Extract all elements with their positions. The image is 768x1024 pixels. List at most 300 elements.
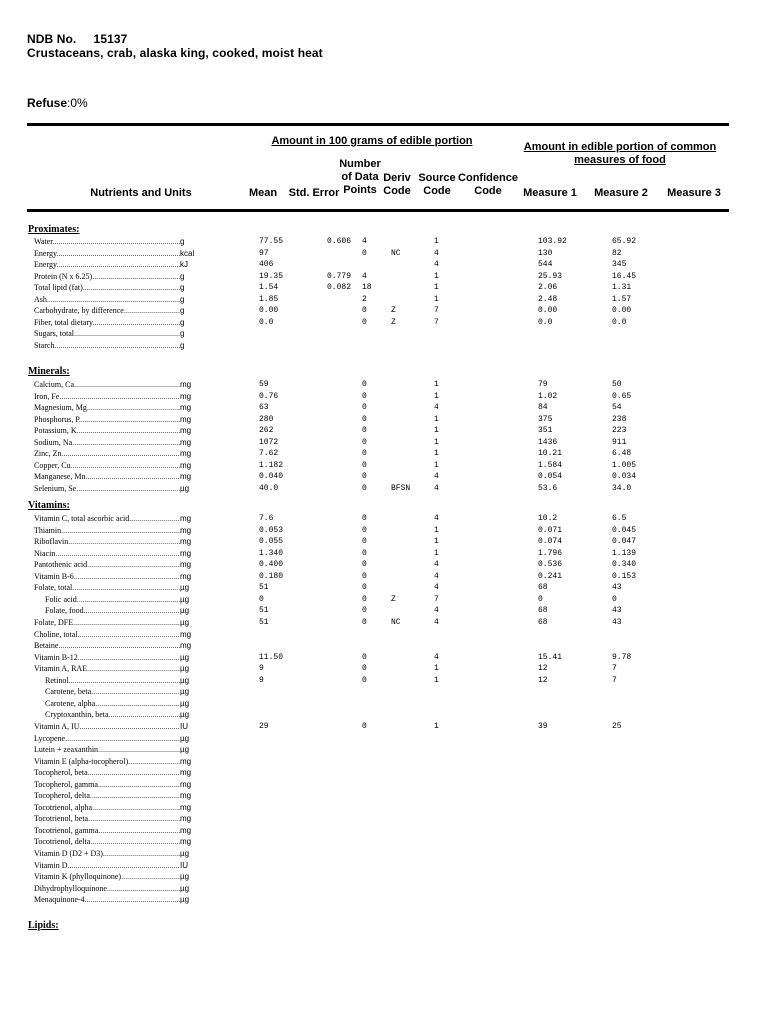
mean-value: 1.182	[259, 460, 284, 470]
table-row	[0, 425, 768, 436]
ndb-number: 15137	[93, 32, 128, 46]
nutrient-name: Retinol .....	[45, 675, 180, 686]
source-code-value: 7	[434, 317, 439, 327]
deriv-code-value: Z	[391, 306, 396, 316]
data-points-value: 0	[362, 317, 367, 327]
data-points-value: 0	[362, 594, 367, 604]
food-name: Crustaceans, crab, alaska king, cooked, moist heat	[27, 46, 323, 60]
table-row	[0, 525, 768, 536]
nutrient-unit: mg	[180, 641, 192, 650]
mean-value: 63	[259, 403, 269, 413]
measure-1-value: 1.02	[538, 391, 558, 401]
measure-1-value: 0.00	[538, 306, 558, 316]
measure-1-value: 53.6	[538, 483, 558, 493]
data-points-value: 0	[362, 675, 367, 685]
source-code-value: 1	[434, 721, 439, 731]
nutrient-name: Tocopherol, gamma .....	[34, 779, 180, 790]
measure-1-value: 2.48	[538, 294, 558, 304]
table-row	[0, 675, 768, 686]
data-points-value: 0	[362, 618, 367, 627]
nutrient-unit: mg	[180, 756, 192, 766]
table-row	[0, 698, 768, 709]
measure-1-value: 0.536	[538, 560, 563, 570]
measure-2-value: 0.047	[612, 537, 637, 547]
mean-value: 1072	[259, 437, 279, 447]
table-row	[0, 582, 768, 593]
measure-2-value: 54	[612, 403, 622, 413]
measure-1-value: 0	[538, 594, 543, 604]
col-nutrients: Nutrients and Units	[90, 187, 192, 199]
table-row	[0, 779, 768, 790]
nutrient-unit: mg	[180, 548, 192, 558]
source-code-value: 1	[434, 548, 439, 558]
nutrient-name: Choline, total .....	[34, 629, 180, 640]
section-minerals: Minerals:	[28, 366, 70, 377]
data-points-value: 2	[362, 294, 367, 304]
measure-1-value: 544	[538, 260, 553, 270]
refuse-line	[27, 96, 88, 110]
nutrient-unit: mg	[180, 768, 192, 778]
measure-1-value: 84	[538, 403, 548, 413]
table-row	[0, 317, 768, 328]
source-code-value: 4	[434, 514, 439, 523]
mean-value: 40.0	[259, 483, 279, 493]
refuse-label: Refuse	[27, 96, 68, 110]
measure-2-value: 34.0	[612, 483, 632, 493]
col-std-error: Std. Error	[288, 187, 340, 199]
measure-2-value: 50	[612, 380, 622, 389]
nutrient-name: Vitamin E (alpha-tocopherol) .....	[34, 756, 180, 767]
table-row	[0, 883, 768, 894]
table-row	[0, 733, 768, 744]
table-row	[0, 236, 768, 247]
nutrient-name: Folic acid .....	[45, 594, 180, 605]
nutrient-unit: mg	[180, 825, 192, 835]
table-row	[0, 894, 768, 905]
nutrient-name: Vitamin B-12 .....	[34, 652, 180, 663]
data-points-value: 0	[362, 472, 367, 482]
section-lipids: Lipids:	[28, 920, 59, 931]
table-row	[0, 871, 768, 882]
measure-2-value: 0.034	[612, 472, 637, 482]
nutrient-name: Menaquinone-4 .....	[34, 894, 180, 905]
nutrient-name: Vitamin K (phylloquinone) .....	[34, 871, 180, 882]
nutrient-name: Tocotrienol, alpha .....	[34, 802, 180, 813]
nutrient-name: Manganese, Mn .....	[34, 471, 180, 482]
measure-2-value: 6.48	[612, 449, 632, 459]
source-code-value: 1	[434, 237, 439, 246]
nutrient-name: Protein (N x 6.25) .....	[34, 271, 180, 282]
table-row	[0, 848, 768, 859]
mean-value: 51	[259, 583, 269, 593]
data-points-value: 0	[362, 391, 367, 401]
nutrient-name: Pantothenic acid .....	[34, 559, 180, 570]
header-rule	[27, 209, 729, 212]
table-row	[0, 471, 768, 482]
measure-1-value: 68	[538, 583, 548, 593]
data-points-value: 0	[362, 414, 367, 424]
nutrient-unit: µg	[180, 883, 190, 893]
mean-value: 7.6	[259, 514, 274, 523]
ndb-line	[27, 32, 127, 46]
source-code-value: 4	[434, 472, 439, 482]
nutrient-unit: mg	[180, 571, 192, 581]
measure-2-value: 0.00	[612, 306, 632, 316]
table-row	[0, 259, 768, 270]
source-code-value: 4	[434, 560, 439, 570]
nutrient-unit: mg	[180, 449, 192, 459]
data-points-value: 0	[362, 606, 367, 616]
deriv-code-value: Z	[391, 317, 396, 327]
mean-value: 0.400	[259, 560, 284, 570]
source-code-value: 1	[434, 449, 439, 459]
nutrient-unit: µg	[180, 618, 190, 627]
data-points-value: 0	[362, 548, 367, 558]
col-source-code: Source Code	[418, 172, 456, 197]
measure-1-value: 79	[538, 380, 548, 389]
measure-2-value: 16.45	[612, 271, 637, 281]
data-points-value: 0	[362, 664, 367, 674]
nutrient-name: Tocopherol, beta .....	[34, 767, 180, 778]
data-points-value: 0	[362, 248, 367, 258]
data-points-value: 0	[362, 721, 367, 731]
table-row	[0, 483, 768, 494]
measure-2-value: 0.65	[612, 391, 632, 401]
table-row	[0, 652, 768, 663]
col-measure-2: Measure 2	[594, 187, 648, 199]
nutrient-unit: mg	[180, 560, 192, 570]
mean-value: 0.00	[259, 306, 279, 316]
source-code-value: 1	[434, 391, 439, 401]
data-points-value: 0	[362, 537, 367, 547]
mean-value: 51	[259, 618, 269, 627]
measure-1-value: 68	[538, 606, 548, 616]
nutrient-name: Lycopene .....	[34, 733, 180, 744]
ndb-label: NDB No.	[27, 32, 77, 46]
data-points-value: 4	[362, 237, 367, 246]
nutrient-unit: µg	[180, 583, 190, 593]
measure-2-value: 223	[612, 426, 627, 436]
table-row	[0, 294, 768, 305]
nutrient-name: Vitamin D .....	[34, 860, 180, 871]
nutrient-unit: µg	[180, 698, 190, 708]
nutrient-unit: g	[180, 340, 185, 350]
data-points-value: 0	[362, 560, 367, 570]
refuse-value: :0%	[67, 96, 88, 110]
table-row	[0, 460, 768, 471]
nutrient-name: Selenium, Se .....	[34, 483, 180, 494]
table-row	[0, 414, 768, 425]
source-code-value: 7	[434, 306, 439, 316]
mean-value: 0.053	[259, 525, 284, 535]
mean-value: 0.040	[259, 472, 284, 482]
nutrient-unit: g	[180, 237, 185, 246]
table-row	[0, 437, 768, 448]
source-code-value: 1	[434, 460, 439, 470]
source-code-value: 7	[434, 594, 439, 604]
nutrient-name: Folate, total .....	[34, 582, 180, 593]
group-header-measures: Amount in edible portion of common measures of food	[523, 141, 717, 166]
source-code-value: 1	[434, 426, 439, 436]
nutrient-unit: kJ	[180, 260, 188, 270]
nutrient-unit: g	[180, 283, 185, 293]
nutrient-unit: µg	[180, 710, 190, 720]
table-row	[0, 825, 768, 836]
measure-2-value: 0.340	[612, 560, 637, 570]
nutrient-name: Sodium, Na .....	[34, 437, 180, 448]
measure-1-value: 351	[538, 426, 553, 436]
measure-1-value: 10.2	[538, 514, 558, 523]
data-points-value: 0	[362, 437, 367, 447]
deriv-code-value: NC	[391, 618, 401, 627]
mean-value: 9	[259, 675, 264, 685]
nutrient-unit: g	[180, 329, 185, 339]
nutrient-name: Carotene, alpha .....	[45, 698, 180, 709]
nutrient-name: Dihydrophylloquinone .....	[34, 883, 180, 894]
table-row	[0, 379, 768, 390]
section-vitamins: Vitamins:	[28, 500, 70, 511]
table-row	[0, 836, 768, 847]
nutrient-unit: mg	[180, 426, 192, 436]
deriv-code-value: Z	[391, 594, 396, 604]
table-row	[0, 629, 768, 640]
measure-2-value: 0.153	[612, 571, 637, 581]
nutrient-name: Vitamin B-6 .....	[34, 571, 180, 582]
measure-2-value: 238	[612, 414, 627, 424]
nutrient-unit: mg	[180, 814, 192, 824]
section-proximates: Proximates:	[28, 224, 80, 235]
nutrient-unit: IU	[180, 860, 188, 870]
deriv-code-value: NC	[391, 248, 401, 258]
table-row	[0, 548, 768, 559]
measure-2-value: 43	[612, 606, 622, 616]
nutrient-unit: g	[180, 271, 185, 281]
nutrient-unit: mg	[180, 437, 192, 447]
data-points-value: 0	[362, 514, 367, 523]
data-points-value: 0	[362, 449, 367, 459]
mean-value: 1.54	[259, 283, 279, 293]
nutrient-unit: mg	[180, 472, 192, 482]
measure-1-value: 0.0	[538, 317, 553, 327]
nutrient-name: Tocopherol, delta .....	[34, 790, 180, 801]
col-confidence-code: Confidence Code	[458, 172, 518, 197]
nutrient-name: Ash .....	[34, 294, 180, 305]
source-code-value: 1	[434, 271, 439, 281]
source-code-value: 4	[434, 571, 439, 581]
source-code-value: 4	[434, 606, 439, 616]
nutrient-unit: µg	[180, 652, 190, 662]
measure-1-value: 39	[538, 721, 548, 731]
table-row	[0, 536, 768, 547]
data-points-value: 0	[362, 525, 367, 535]
measure-2-value: 1.139	[612, 548, 637, 558]
measure-1-value: 0.054	[538, 472, 563, 482]
table-row	[0, 744, 768, 755]
source-code-value: 4	[434, 618, 439, 627]
top-rule	[27, 123, 729, 126]
nutrient-unit: µg	[180, 664, 190, 674]
table-row	[0, 709, 768, 720]
nutrient-name: Riboflavin .....	[34, 536, 180, 547]
nutrient-unit: g	[180, 306, 185, 316]
table-row	[0, 663, 768, 674]
nutrient-name: Carbohydrate, by difference .....	[34, 305, 180, 316]
mean-value: 19.35	[259, 271, 284, 281]
table-row	[0, 721, 768, 732]
data-points-value: 0	[362, 483, 367, 493]
mean-value: 7.62	[259, 449, 279, 459]
table-row	[0, 571, 768, 582]
nutrient-name: Calcium, Ca .....	[34, 379, 180, 390]
table-row	[0, 340, 768, 351]
measure-2-value: 0.045	[612, 525, 637, 535]
measure-2-value: 82	[612, 248, 622, 258]
mean-value: 406	[259, 260, 274, 270]
data-points-value: 0	[362, 571, 367, 581]
nutrient-name: Tocotrienol, gamma .....	[34, 825, 180, 836]
std-error-value: 0.779	[327, 271, 352, 281]
col-mean: Mean	[248, 187, 278, 199]
measure-2-value: 1.57	[612, 294, 632, 304]
measure-1-value: 1436	[538, 437, 558, 447]
nutrient-name: Tocotrienol, beta .....	[34, 813, 180, 824]
nutrient-unit: µg	[180, 687, 190, 697]
nutrient-name: Total lipid (fat) .....	[34, 282, 180, 293]
measure-2-value: 9.78	[612, 652, 632, 662]
nutrient-unit: mg	[180, 629, 192, 639]
table-row	[0, 686, 768, 697]
source-code-value: 1	[434, 675, 439, 685]
measure-2-value: 25	[612, 721, 622, 731]
std-error-value: 0.606	[327, 237, 352, 246]
mean-value: 0	[259, 594, 264, 604]
mean-value: 262	[259, 426, 274, 436]
source-code-value: 4	[434, 583, 439, 593]
mean-value: 59	[259, 380, 269, 389]
nutrient-name: Niacin .....	[34, 548, 180, 559]
source-code-value: 1	[434, 283, 439, 293]
mean-value: 1.340	[259, 548, 284, 558]
measure-2-value: 0.0	[612, 317, 627, 327]
table-row	[0, 594, 768, 605]
data-points-value: 4	[362, 271, 367, 281]
mean-value: 0.0	[259, 317, 274, 327]
measure-2-value: 1.31	[612, 283, 632, 293]
source-code-value: 4	[434, 248, 439, 258]
nutrient-unit: mg	[180, 514, 192, 523]
measure-1-value: 1.584	[538, 460, 563, 470]
measure-1-value: 2.06	[538, 283, 558, 293]
table-row	[0, 305, 768, 316]
nutrient-name: Carotene, beta .....	[45, 686, 180, 697]
measure-1-value: 0.074	[538, 537, 563, 547]
data-points-value: 18	[362, 283, 372, 293]
nutrient-unit: mg	[180, 460, 192, 470]
measure-1-value: 103.92	[538, 237, 567, 246]
source-code-value: 1	[434, 294, 439, 304]
table-row	[0, 813, 768, 824]
measure-2-value: 0	[612, 594, 617, 604]
measure-1-value: 12	[538, 675, 548, 685]
nutrient-unit: mg	[180, 802, 192, 812]
source-code-value: 1	[434, 437, 439, 447]
std-error-value: 0.082	[327, 283, 352, 293]
nutrient-name: Folate, DFE .....	[34, 617, 180, 628]
table-row	[0, 559, 768, 570]
measure-1-value: 1.796	[538, 548, 563, 558]
data-points-value: 0	[362, 460, 367, 470]
source-code-value: 4	[434, 483, 439, 493]
nutrient-name: Sugars, total .....	[34, 328, 180, 339]
table-row	[0, 328, 768, 339]
nutrient-name: Folate, food .....	[45, 605, 180, 616]
col-deriv-code: Deriv Code	[383, 172, 411, 197]
table-row	[0, 513, 768, 524]
nutrient-name: Vitamin A, RAE .....	[34, 663, 180, 674]
nutrient-unit: g	[180, 294, 185, 304]
measure-2-value: 911	[612, 437, 627, 447]
table-row	[0, 605, 768, 616]
nutrient-unit: µg	[180, 745, 190, 754]
table-row	[0, 271, 768, 282]
data-points-value: 0	[362, 426, 367, 436]
nutrient-name: Cryptoxanthin, beta .....	[45, 709, 180, 720]
nutrient-unit: µg	[180, 606, 190, 616]
nutrient-unit: µg	[180, 733, 190, 743]
table-row	[0, 802, 768, 813]
mean-value: 29	[259, 721, 269, 731]
table-row	[0, 617, 768, 628]
nutrient-name: Energy .....	[34, 259, 180, 270]
table-row	[0, 248, 768, 259]
table-row	[0, 790, 768, 801]
nutrient-unit: mg	[180, 403, 192, 413]
nutrient-unit: mg	[180, 525, 192, 535]
nutrient-name: Vitamin A, IU .....	[34, 721, 180, 732]
nutrient-unit: mg	[180, 414, 192, 424]
nutrient-unit: mg	[180, 837, 192, 847]
mean-value: 0.180	[259, 571, 284, 581]
source-code-value: 4	[434, 403, 439, 413]
mean-value: 280	[259, 414, 274, 424]
nutrient-name: Vitamin D (D2 + D3) .....	[34, 848, 180, 859]
table-row	[0, 860, 768, 871]
nutrient-name: Energy .....	[34, 248, 180, 259]
source-code-value: 1	[434, 380, 439, 389]
nutrient-unit: µg	[180, 872, 190, 881]
table-row	[0, 391, 768, 402]
nutrient-unit: mg	[180, 791, 192, 801]
measure-1-value: 15.41	[538, 652, 563, 662]
measure-2-value: 43	[612, 618, 622, 627]
nutrient-unit: mg	[180, 391, 192, 401]
table-row	[0, 448, 768, 459]
deriv-code-value: BFSN	[391, 483, 411, 493]
data-points-value: 0	[362, 652, 367, 662]
table-row	[0, 640, 768, 651]
nutrient-name: Copper, Cu .....	[34, 460, 180, 471]
mean-value: 11.50	[259, 652, 284, 662]
measure-1-value: 0.241	[538, 571, 563, 581]
source-code-value: 1	[434, 414, 439, 424]
measure-2-value: 7	[612, 664, 617, 674]
nutrient-unit: µg	[180, 594, 190, 604]
mean-value: 77.55	[259, 237, 284, 246]
nutrient-unit: µg	[180, 675, 190, 685]
source-code-value: 1	[434, 525, 439, 535]
measure-1-value: 12	[538, 664, 548, 674]
nutrient-name: Betaine .....	[34, 640, 180, 651]
